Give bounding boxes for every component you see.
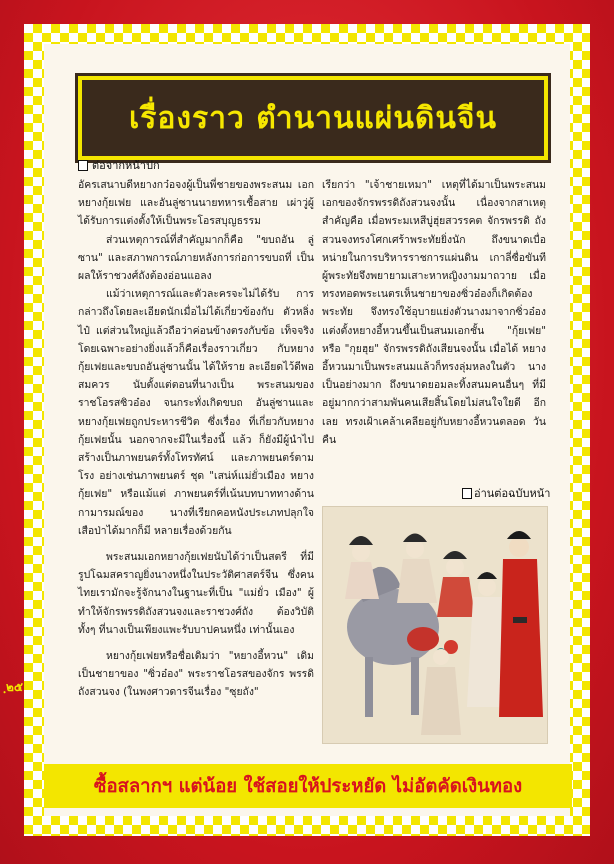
continued-from-label <box>78 156 160 174</box>
title-banner <box>78 76 548 160</box>
bottom-slogan-banner <box>44 764 572 808</box>
checkbox-square-icon <box>78 160 88 171</box>
painting-figures-icon <box>323 507 547 743</box>
article-left-column <box>78 176 314 702</box>
paragraph: หยางกุ้ยเฟยหรือชื่อเดิมว่า "หยางอี้หวน" เดิมเป็นชายาของ "ซิ่วอ๋อง" พระราชโอรสของจักร พรรดิถังสวนจง (ในพงศาวดารจีนเรื่อง "ซุยถัง" <box>78 650 314 699</box>
checkbox-square-icon <box>462 488 472 499</box>
continued-next-text: อ่านต่อฉบับหน้า <box>474 487 551 500</box>
continued-from-text: ต่อจากหน้าปก <box>92 159 160 172</box>
paragraph: พระสนมเอกหยางกุ้ยเฟยนับได้ว่าเป็นสตรี ที่มีรูปโฉมสคราญยิ่งนางหนึ่งในประวัติศาสตร์จีน ซึ่งคนไทยเรามักจะรู้จักนางในฐานะที่เป็น "แม่ยั่ว เมือง" ผู้ทำให้จักรพรรดิถังสวนจงและราชวงศ์ถัง ต้องวิบัติ ทั้งๆ ที่นางเป็นเพียงแพะรับบาปคนหนึ่ง เท่านั้นเอง <box>78 551 314 636</box>
paragraph: อัครเสนาบดีหยางกว๋อจงผู้เป็นพี่ชายของพระสนม เอกหยางกุ้ยเฟย และอันลู่ซานนายทหารเชื้อสาย เผ่าวู่ผู้ได้รับการแต่งตั้งให้เป็นพระโอรสบุญธรรม <box>78 179 314 228</box>
page-number-mark: ฺ๒๕ <box>6 680 23 694</box>
paragraph: แม้ว่าเหตุการณ์และตัวละครจะไม่ได้รับ การกล่าวถึงโดยละเอียดนักเมื่อไม่ได้เกี่ยวข้องกับ ตัวหลิ่งไป๋ แต่ส่วนใหญ่แล้วถือว่าค่อนข้างตรงกับข้อ เท็จจริง โดยเฉพาะอย่างยิ่งแล้วก็คือเรื่องราวเกี่ยว กับหยางกุ้ยเฟยและขบถอันลู่ซานนั้น ได้ให้ราย ละเอียดไว้ดีพอสมควร นับตั้งแต่ตอนที่นางเป็น พระสนมของราชโอรสซิวอ๋อง จนกระทั่งเกิดขบถ อันลู่ซานและหยางกุ้ยเฟยถูกประหารชีวิต ซึ่งเรื่อง ที่เกี่ยวกับหยางกุ้ยเฟยนั้น นอกจากจะมีในเรื่องนี้ แล้ว ก็ยังมีผู้นำไปสร้างเป็นภาพยนตร์ทั้งโทรทัศน์ และภาพยนตร์ตามโรง อย่างเช่นภาพยนตร์ ชุด "เสน่ห์แม่ยั่วเมือง หยางกุ้ยเฟย" หรือแม้แต่ ภาพยนตร์ที่เน้นบทบาททางด้านกามารมณ์ของ นางที่เรียกคอหนังประเภทปลุกใจเสือป่าได้มากก็มี หลายเรื่องด้วยกัน <box>78 288 314 537</box>
page-title: เรื่องราว ตำนานแผ่นดินจีน <box>129 100 497 136</box>
chinese-painting-illustration <box>322 506 548 744</box>
continued-next-label <box>462 484 550 502</box>
paragraph: เรียกว่า "เจ้าชายเหมา" เหตุที่ได้มาเป็นพระสนม เอกของจักรพรรดิถังสวนจงนั้น เนื่องจากสาเหตุ สำคัญคือ เมื่อพระมเหสีบู่ฮุ่ยสวรรคต จักรพรรดิ ถังสวนจงทรงโศกเศร้าพระทัยยิ่งนัก ถึงขนาดเบื่อ หน่ายในการบริหารราชการแผ่นดิน เกาลี่ซื่อขันที ผู้พระทัยจึงพยายามเสาะหาหญิงงามมาถวาย เมื่อ ทรงทอดพระเนตรเห็นชายาของซิ่วอ๋องก็เกิดต้อง พระทัย จึงทรงใช้อุบายแย่งตัวนางมาจากซิ่วอ๋อง แต่งตั้งหยางอี้หวนขึ้นเป็นสนมเอกชั้น "กุ้ยเฟย" หรือ "กุยฮุย" จักรพรรดิถังเสียนจงนั้น เมื่อได้ หยางอี้หวนมาเป็นพระสนมแล้วก็ทรงลุ่มหลงในตัว นางเป็นอย่างมาก ถึงขนาดยอมละทิ้งสนมคนอื่นๆ ที่มีอยู่มากกว่าสามพันคนเสียสิ้นโดยไม่สนใจใยดี อีกเลย ทรงเฝ้าเคล้าเคลียอยู่กับหยางอี้หวนตลอด วันคืน <box>322 179 546 446</box>
article-right-column <box>322 176 546 449</box>
paragraph: ส่วนเหตุการณ์ที่สำคัญมากก็คือ "ขบถอัน ลู่ซาน" และสภาพการณ์ภายหลังการก่อการขบถที่ เป็นผลให้ราชวงศ์ถังต้องอ่อนแอลง <box>78 233 314 283</box>
bottom-slogan: ซื้อสลากฯ แต่น้อย ใช้สอยให้ประหยัด ไม่อัตคัดเงินทอง <box>93 775 523 797</box>
